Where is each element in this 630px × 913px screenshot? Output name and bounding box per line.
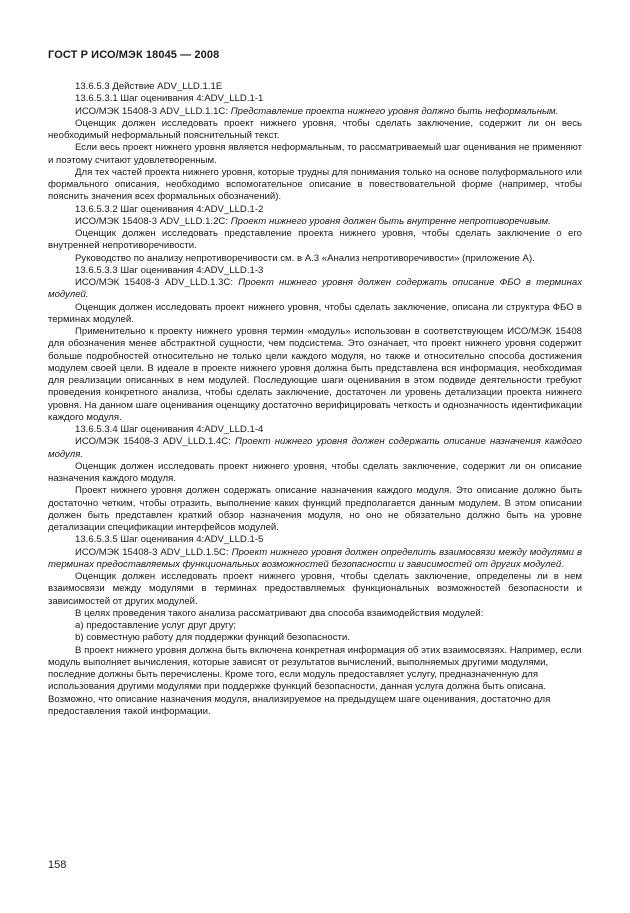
paragraph: В проект нижнего уровня должна быть включена конкретная информация об этих взаимосвязях. Например, если модуль выполняет вычисления, которые зависят от результатов вычислений, выполняемых другими модулями, последние должны быть перечислены. Кроме того, если модуль предоставляет услугу, предназначенную для использования другими модулями при поддержке функций безопасности, данная услуга должна быть описана. Возможно, что описание назначения модуля, анализируемое на предыдущем шаге оценивания, достаточно для предоставления такой информации. [48, 644, 582, 717]
paragraph: 13.6.5.3 Действие ADV_LLD.1.1E [75, 81, 223, 92]
paragraph: 13.6.5.3.4 Шаг оценивания 4:ADV_LLD.1-4 [75, 424, 264, 435]
requirement-reference: ИСО/МЭК 15408-3 ADV_LLD.1.2C: [75, 215, 231, 227]
paragraph: Применительно к проекту нижнего уровня термин «модуль» использован в соответствующем ИСО/МЭК 15408 для обозначения менее абстрактной сущности, чем подсистема. Это означает, что проект нижнего уровня содержит больше подробностей относительно не только цели каждого модуля, но также и относительно способа достижения модулем своей цели. В идеале в проекте нижнего уровня должна быть представлена вся информация, необходимая для реализации описанных в нем модулей. Последующие шаги оценивания в этом подвиде деятельности требуют проведения конкретного анализа, чтобы сделать заключение, достаточен ли уровень детализации проекта нижнего уровня. На данном шаге оценивания оценщику достаточно верифицировать четкость и однозначность идентификации каждого модуля. [48, 326, 582, 423]
paragraph [48, 547, 582, 572]
paragraph [48, 436, 582, 461]
paragraph: 13.6.5.3.5 Шаг оценивания 4:ADV_LLD.1-5 [75, 534, 264, 546]
paragraph: 13.6.5.3.2 Шаг оценивания 4:ADV_LLD.1-2 [75, 203, 264, 215]
paragraph [48, 216, 582, 228]
paragraph: В целях проведения такого анализа рассматривают два способа взаимодействия модулей: [75, 607, 484, 619]
paragraph: Оценщик должен исследовать проект нижнего уровня, чтобы сделать заключение, определены ли в нем взаимосвязи между модулями в терминах предоставляемых функциональных возможностей безопасности и зависимостей от других модулей. [48, 571, 582, 607]
paragraph: b) совместную работу для поддержки функций безопасности. [75, 632, 350, 644]
paragraph: 13.6.5.3.1 Шаг оценивания 4:ADV_LLD.1-1 [75, 93, 264, 105]
requirement-text: Проект нижнего уровня должен быть внутренне непротиворечивым. [230, 215, 551, 227]
paragraph: Оценщик должен исследовать представление проекта нижнего уровня, чтобы сделать заключение о его внутренней непротиворечивости. [48, 228, 582, 252]
paragraph [48, 277, 582, 302]
paragraph: Оценщик должен исследовать проект нижнего уровня, чтобы сделать заключение, содержит ли он описание назначения каждого модуля. [48, 460, 582, 484]
requirement-reference: ИСО/МЭК 15408-3 ADV_LLD.1.1C: [75, 105, 231, 117]
document-body [48, 81, 582, 718]
requirement-text: Представление проекта нижнего уровня должно быть неформальным. [230, 105, 559, 117]
requirement-text: Проект нижнего уровня должен определить взаимосвязи между модулями в терминах предоставляемых функциональных возможностей безопасности и зависимостей от других модулей. [48, 546, 582, 570]
paragraph: Оценщик должен исследовать проект нижнего уровня, чтобы сделать заключение, описана ли структура ФБО в терминах модулей. [48, 301, 582, 325]
paragraph: 13.6.5.3.3 Шаг оценивания 4:ADV_LLD.1-3 [75, 264, 264, 276]
paragraph: Руководство по анализу непротиворечивости см. в А.3 «Анализ непротиворечивости» (приложение А). [75, 252, 535, 264]
paragraph: Оценщик должен исследовать проект нижнего уровня, чтобы сделать заключение, содержит ли он весь необходимый неформальный пояснительный текст. [48, 117, 582, 141]
paragraph [48, 106, 582, 118]
paragraph: Проект нижнего уровня должен содержать описание назначения каждого модуля. Это описание должно быть достаточно четким, чтобы отразить, выполнение каких функций предполагается данным модулем. В этом описании должен быть представлен краткий обзор назначения модуля, но оно не обязательно должно быть на уровне детализации спецификации интерфейсов модулей. [48, 485, 582, 533]
requirement-reference: ИСО/МЭК 15408-3 ADV_LLD.1.5C: [75, 546, 232, 558]
requirement-text: Проект нижнего уровня должен содержать описание назначения каждого модуля. [48, 436, 582, 460]
requirement-reference: ИСО/МЭК 15408-3 ADV_LLD.1.4C: [75, 436, 235, 448]
requirement-text: Проект нижнего уровня должен содержать описание ФБО в терминах модулей. [48, 277, 582, 301]
paragraph: Если весь проект нижнего уровня является неформальным, то рассматриваемый шаг оценивания не применяют и поэтому считают удовлетворенным. [48, 142, 582, 166]
paragraph: Для тех частей проекта нижнего уровня, которые трудны для понимания только на основе полуформального или формального описания, необходимо вспомогательное описание в повествовательной форме (например, чтобы пояснить значения всех формальных обозначений). [48, 166, 582, 203]
document-header: ГОСТ Р ИСО/МЭК 18045 — 2008 [48, 49, 220, 61]
page-number: 158 [48, 859, 67, 871]
requirement-reference: ИСО/МЭК 15408-3 ADV_LLD.1.3C: [75, 277, 239, 288]
paragraph: а) предоставление услуг друг другу; [75, 620, 237, 631]
